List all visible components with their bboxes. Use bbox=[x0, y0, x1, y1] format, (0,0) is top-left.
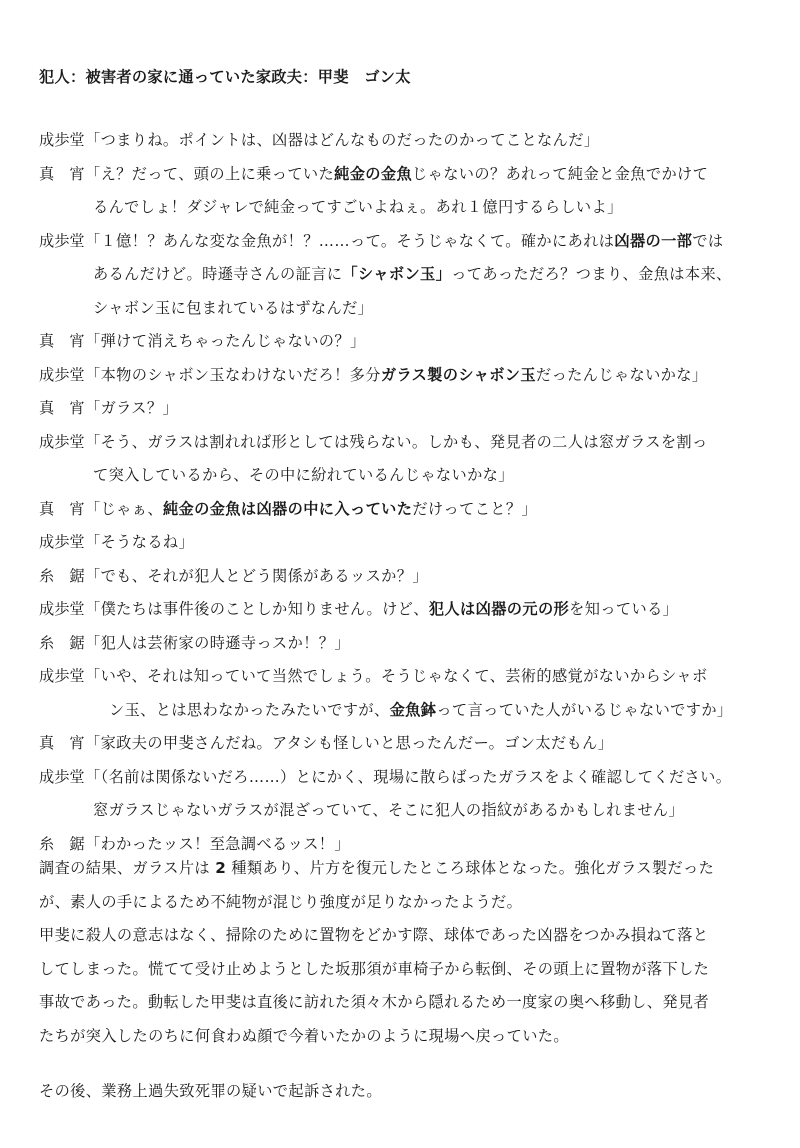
speech-row bbox=[85, 363, 749, 387]
text-run: じゃないの？あれって純金と金魚でかけて bbox=[412, 164, 709, 183]
text-run: が、素人の手によるため不純物が混じり強度が足りなかったようだ。 bbox=[39, 892, 523, 911]
dialogue-line bbox=[39, 765, 749, 823]
speaker-name: 真 宵 bbox=[39, 332, 85, 350]
speaker-name: 成歩堂 bbox=[39, 231, 85, 250]
text-run: 「本物のシャボン玉なわけないだろ！多分 bbox=[85, 365, 381, 384]
dialogue-line bbox=[39, 664, 749, 722]
speech-row bbox=[85, 832, 749, 856]
text-run: 「じゃぁ、 bbox=[85, 499, 163, 518]
speech-row bbox=[85, 765, 749, 789]
speaker-name: 真 宵 bbox=[39, 499, 85, 518]
dialogue-line bbox=[39, 396, 749, 420]
speaker-name: 成歩堂 bbox=[39, 667, 85, 685]
speech-text bbox=[85, 731, 749, 755]
text-run: ン玉、とは思わなかったみたいですが、 bbox=[109, 700, 390, 719]
closing-text: その後、業務上過失致死罪の疑いで起訴された。 bbox=[39, 1082, 382, 1100]
speech-row bbox=[85, 664, 749, 688]
dialogue-section bbox=[39, 128, 749, 865]
speech-row bbox=[85, 530, 749, 554]
text-run: ってあっただろ？つまり、金魚は本来、 bbox=[451, 265, 732, 283]
text-run: してしまった。慌てて受け止めようとした坂那須が車椅子から転倒、その頭上に置物が落下した bbox=[39, 959, 710, 978]
speech-text bbox=[85, 564, 749, 588]
speaker-name: 糸 鋸 bbox=[39, 834, 85, 853]
speech-text bbox=[85, 396, 749, 420]
speech-text bbox=[85, 832, 749, 856]
text-run: 「１億！？あんな変な金魚が！？……って。そうじゃなくて。確かにあれは bbox=[85, 231, 615, 250]
speech-text bbox=[85, 430, 749, 488]
emphasized-text: 2 bbox=[215, 859, 227, 877]
page-title: 犯人：被害者の家に通っていた家政夫：甲斐 ゴン太 bbox=[39, 68, 411, 86]
speech-row bbox=[85, 430, 749, 454]
speech-row bbox=[85, 564, 749, 588]
narration-row bbox=[39, 957, 759, 981]
speaker-name: 成歩堂 bbox=[39, 365, 85, 384]
emphasized-text: 「シャボン玉」 bbox=[342, 265, 452, 283]
speaker-name: 真 宵 bbox=[39, 164, 85, 183]
narration-row bbox=[39, 890, 759, 914]
speech-text bbox=[85, 497, 749, 521]
text-run: 「でも、それが犯人とどう関係があるッスか？」 bbox=[85, 566, 428, 585]
narration-row bbox=[39, 990, 759, 1014]
speech-row bbox=[85, 631, 749, 655]
text-run: では bbox=[692, 231, 724, 250]
speech-row bbox=[85, 296, 749, 320]
speech-text bbox=[85, 329, 749, 353]
speech-text bbox=[85, 631, 749, 655]
text-run: たちが突入したのちに何食わぬ顔で今着いたかのように現場へ戻っていた。 bbox=[39, 1026, 569, 1045]
dialogue-line bbox=[39, 731, 749, 755]
text-run: 調査の結果、ガラス片は bbox=[39, 859, 216, 877]
speech-row bbox=[85, 698, 749, 722]
text-run: 種類あり、片方を復元したところ球体となった。強化ガラス製だった bbox=[226, 859, 715, 877]
speaker-name: 真 宵 bbox=[39, 399, 85, 417]
speech-text bbox=[85, 664, 749, 722]
speech-row bbox=[85, 396, 749, 420]
text-run: 窓ガラスじゃないガラスが混ざっていて、そこに犯人の指紋があるかもしれません」 bbox=[93, 801, 685, 819]
text-run: 「わかったッス！至急調べるッス！」 bbox=[85, 834, 350, 853]
speech-row bbox=[85, 329, 749, 353]
speech-row bbox=[85, 597, 749, 621]
speech-row bbox=[85, 195, 749, 219]
speech-row bbox=[85, 463, 749, 487]
text-run: 「ガラス？」 bbox=[85, 399, 179, 417]
text-run: シャボン玉に包まれているはずなんだ」 bbox=[93, 298, 374, 317]
speech-text bbox=[85, 597, 749, 621]
narration-row bbox=[39, 856, 759, 880]
speech-row bbox=[85, 262, 749, 286]
text-run: 「え？だって、頭の上に乗っていた bbox=[85, 164, 335, 183]
speaker-name: 成歩堂 bbox=[39, 131, 85, 149]
speech-text bbox=[85, 162, 749, 220]
text-run: 「僕たちは事件後のことしか知りません。けど、 bbox=[85, 600, 429, 618]
speaker-name: 真 宵 bbox=[39, 734, 85, 752]
text-run: 「弾けて消えちゃったんじゃないの？」 bbox=[85, 332, 366, 350]
text-run: 事故であった。動転した甲斐は直後に訪れた須々木から隠れるため一度家の奥へ移動し、発見者 bbox=[39, 993, 710, 1011]
emphasized-text: 純金の金魚は凶器の中に入っていた bbox=[162, 499, 413, 518]
speech-text bbox=[85, 765, 749, 823]
speech-row bbox=[85, 497, 749, 521]
narration-row bbox=[39, 1024, 759, 1048]
dialogue-line bbox=[39, 162, 749, 220]
text-run: 「家政夫の甲斐さんだね。アタシも怪しいと思ったんだー。ゴン太だもん」 bbox=[85, 734, 614, 752]
dialogue-line bbox=[39, 363, 749, 387]
emphasized-text: 純金の金魚 bbox=[334, 164, 413, 183]
emphasized-text: 犯人は凶器の元の形 bbox=[428, 600, 570, 618]
speaker-name: 成歩堂 bbox=[39, 533, 85, 551]
speech-text bbox=[85, 363, 749, 387]
text-run: だったんじゃないかな」 bbox=[535, 365, 708, 384]
text-run: って言っていた人がいるじゃないですか」 bbox=[436, 700, 733, 719]
dialogue-line bbox=[39, 530, 749, 554]
text-run: 「（名前は関係ないだろ……）とにかく、現場に散らばったガラスをよく確認してください。 bbox=[85, 767, 732, 786]
speech-row bbox=[85, 128, 749, 152]
speech-row bbox=[85, 229, 749, 253]
speech-row bbox=[85, 162, 749, 186]
speech-text bbox=[85, 128, 749, 152]
dialogue-line bbox=[39, 229, 749, 320]
text-run: 「つまりね。ポイントは、凶器はどんなものだったのかってことなんだ」 bbox=[85, 131, 600, 149]
speech-text bbox=[85, 229, 749, 320]
dialogue-line bbox=[39, 128, 749, 152]
speech-row bbox=[85, 798, 749, 822]
text-run: 「そうなるね」 bbox=[85, 533, 195, 551]
text-run: 「いや、それは知っていて当然でしょう。そうじゃなくて、芸術的感覚がないからシャボ bbox=[85, 667, 708, 685]
dialogue-line bbox=[39, 832, 749, 856]
narration-row bbox=[39, 923, 759, 947]
speaker-name: 糸 鋸 bbox=[39, 633, 85, 652]
dialogue-line bbox=[39, 631, 749, 655]
dialogue-line bbox=[39, 597, 749, 621]
emphasized-text: 金魚鉢 bbox=[389, 700, 437, 719]
text-run: あるんだけど。時遜寺さんの証言に bbox=[93, 265, 343, 283]
text-run: 甲斐に殺人の意志はなく、掃除のために置物をどかす際、球体であった凶器をつかみ損ねて落と bbox=[39, 926, 709, 944]
speech-text bbox=[85, 530, 749, 554]
narration-section bbox=[39, 856, 759, 1057]
speaker-name: 成歩堂 bbox=[39, 767, 85, 786]
dialogue-line bbox=[39, 564, 749, 588]
speaker-name: 糸 鋸 bbox=[39, 566, 85, 585]
emphasized-text: 凶器の一部 bbox=[614, 231, 693, 250]
text-run: て突入しているから、その中に紛れているんじゃないかな」 bbox=[93, 466, 514, 484]
emphasized-text: ガラス製のシャボン玉 bbox=[380, 365, 536, 384]
speaker-name: 成歩堂 bbox=[39, 432, 85, 451]
text-run: 「犯人は芸術家の時遜寺っスか！？」 bbox=[85, 633, 350, 652]
closing-section bbox=[39, 1079, 759, 1113]
text-run: だけってこと？」 bbox=[412, 499, 538, 518]
text-run: を知っている」 bbox=[569, 600, 679, 618]
speech-row bbox=[85, 731, 749, 755]
text-run: るんでしょ！ダジャレで純金ってすごいよねぇ。あれ１億円するらしいよ」 bbox=[93, 198, 623, 216]
text-run: 「そう、ガラスは割れれば形としては残らない。しかも、発見者の二人は窓ガラスを割っ bbox=[85, 432, 708, 451]
speaker-name: 成歩堂 bbox=[39, 600, 85, 618]
dialogue-line bbox=[39, 329, 749, 353]
dialogue-line bbox=[39, 430, 749, 488]
dialogue-line bbox=[39, 497, 749, 521]
